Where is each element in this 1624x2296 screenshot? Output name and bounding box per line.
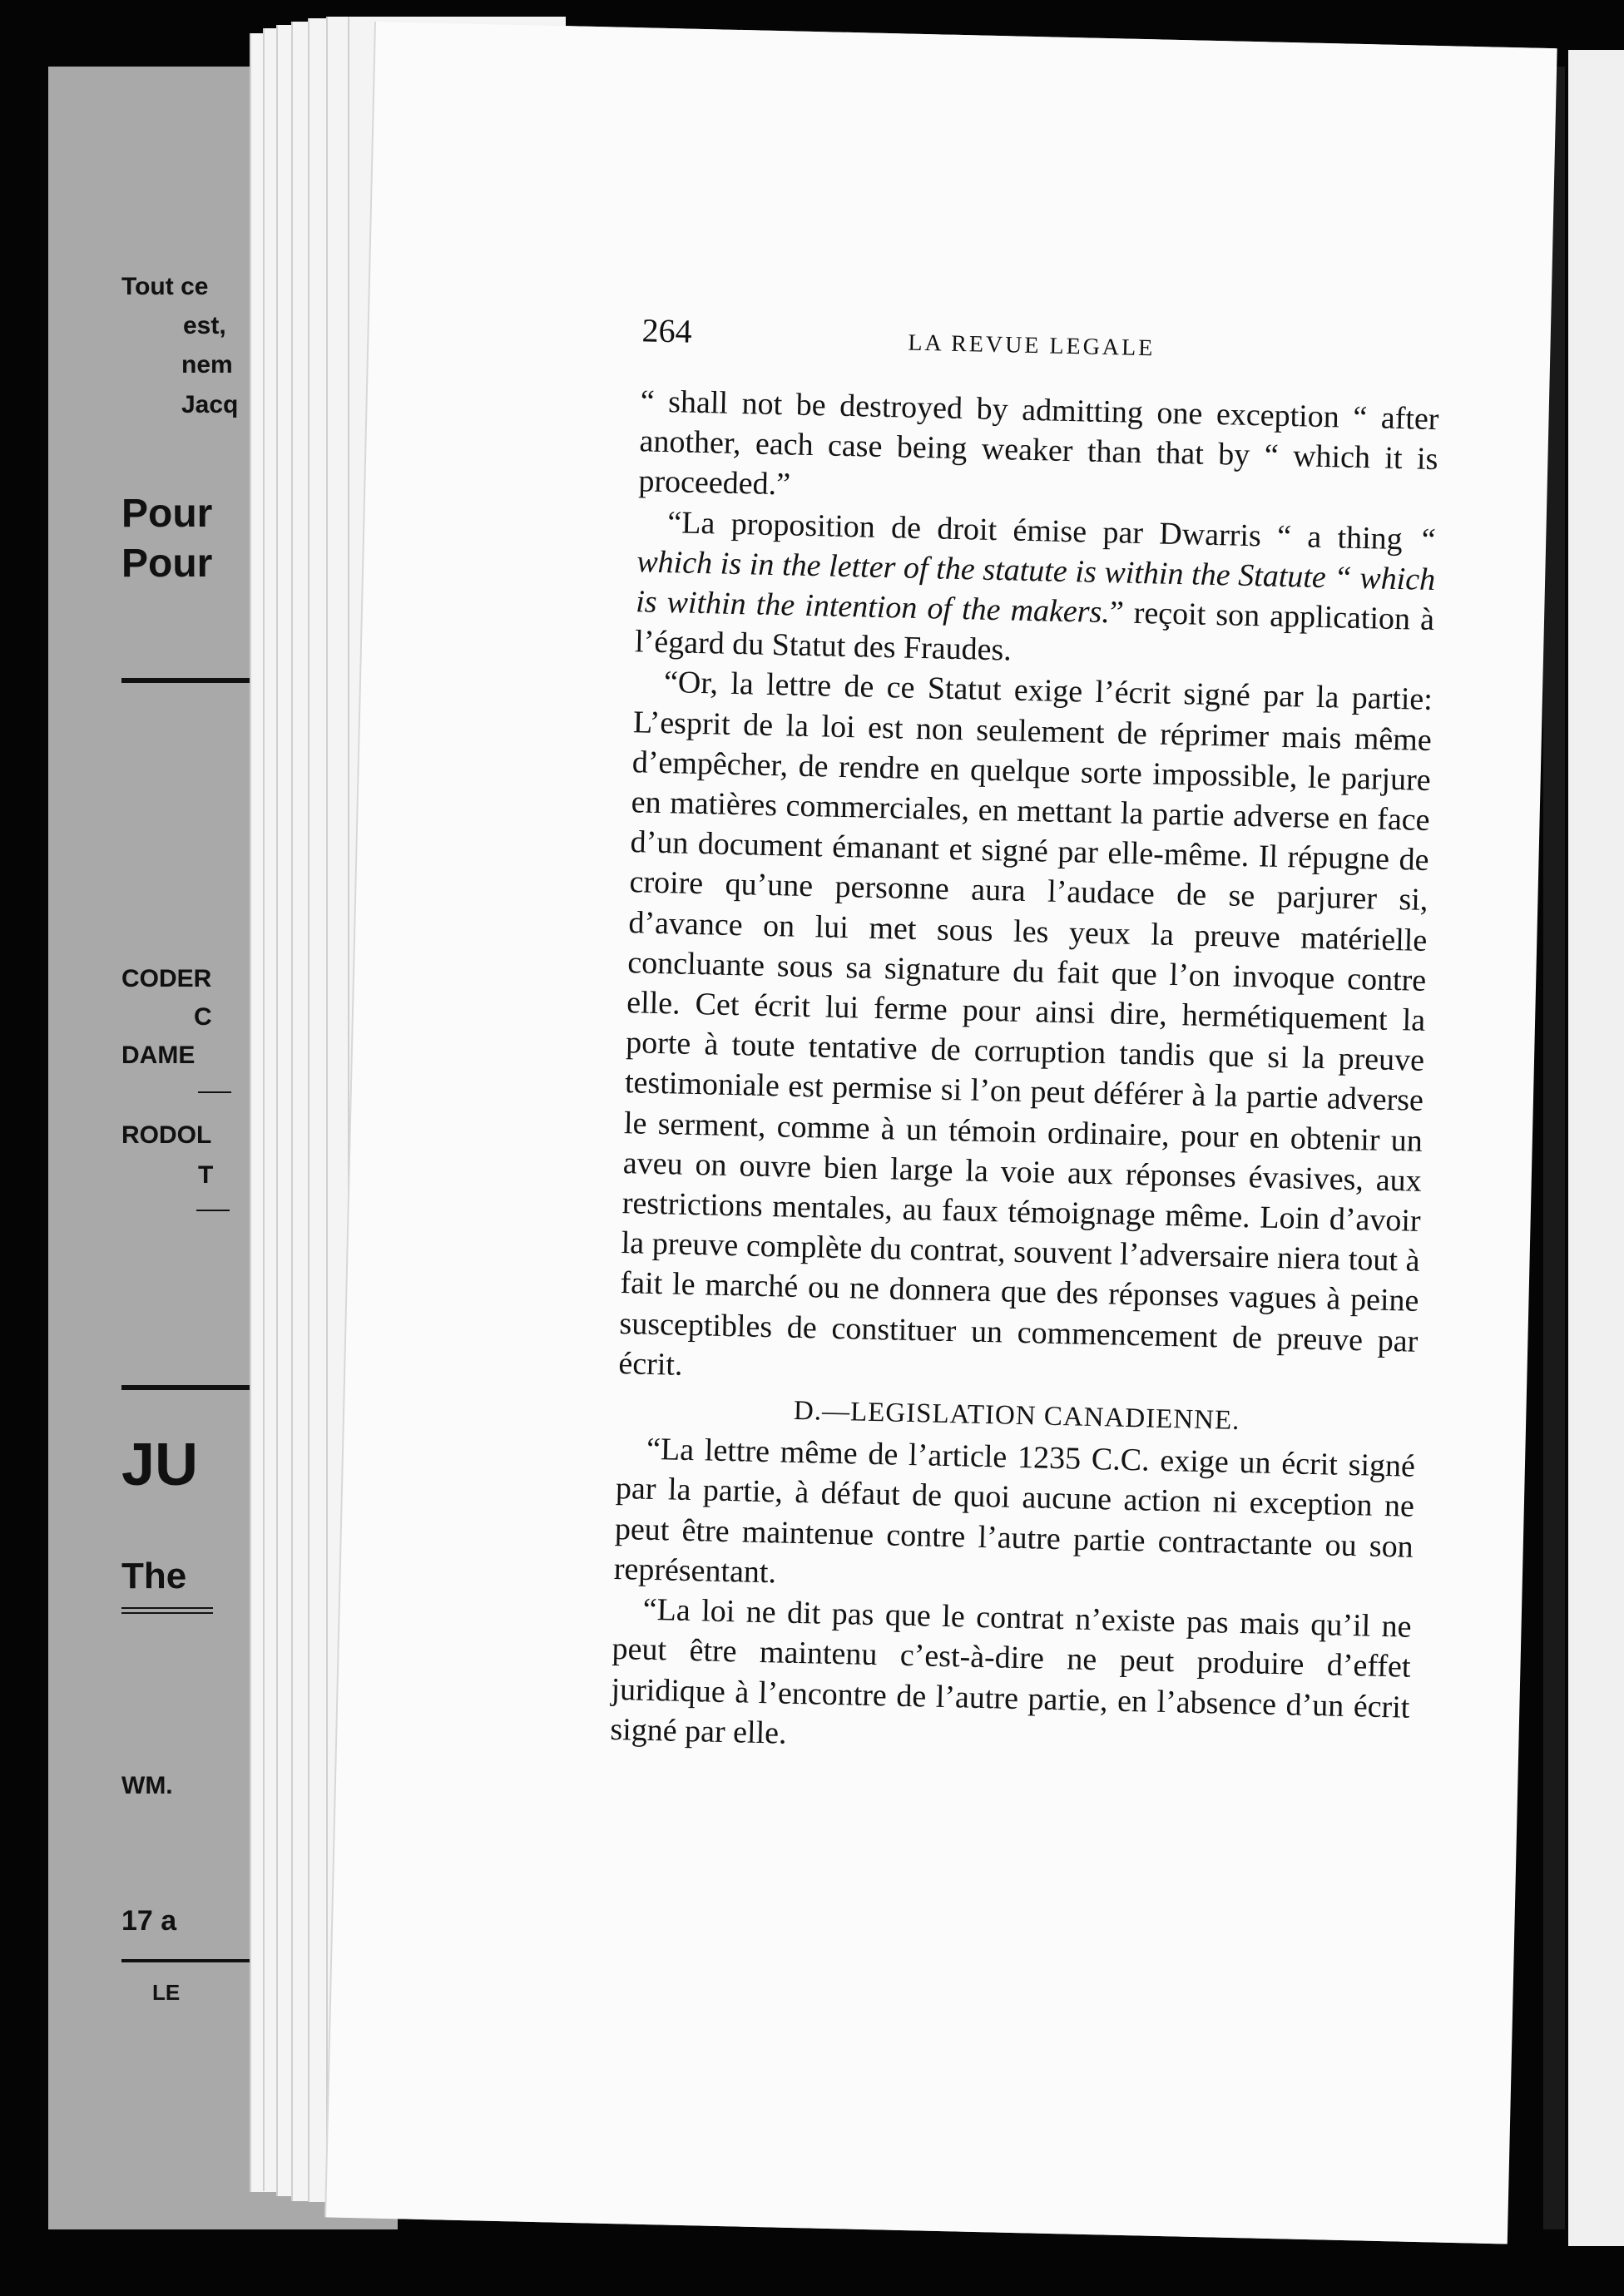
page-number: 264 [641,311,693,350]
back-line-1: Tout ce [121,273,209,300]
paragraph-2 [635,502,1437,680]
back-bottom-1: 17 a [121,1905,177,1937]
back-dash-1 [198,1091,231,1093]
next-page-sliver [1568,50,1624,2246]
book-page [326,22,1557,2244]
section-heading: D.—LEGISLATION CANADIENNE. [793,1395,1240,1437]
back-name-1: CODER [121,965,212,992]
back-name-2: C [194,1003,212,1031]
back-name-5: T [198,1161,214,1189]
back-big-title: JU [121,1432,199,1498]
page-text [610,381,1439,1767]
back-bottom-2: LE [152,1980,181,2005]
paragraph-2-intro: “La proposition de droit émise par Dwarris “ a thing [666,504,1404,557]
back-sub-title: The [121,1556,187,1596]
back-pour-2: Pour [121,542,213,586]
back-line-2: est, [183,312,226,339]
back-dash-2 [196,1210,230,1211]
paragraph-1: “ shall not be destroyed by admitting one exception “ after another, each case being weaker than that by “ which it is proceeded.” [638,383,1439,502]
quote-italic-2: “ which is within the intention of the makers. [635,560,1436,631]
running-head: LA REVUE LEGALE [908,329,1156,362]
paragraph-4: “La lettre même de l’article 1235 C.C. exige un écrit signé par la partie, à défaut de quoi aucune action ni exception ne peut être maintenue contre l’autre partie contractante ou son représentant. [613,1432,1416,1591]
paragraph-5: “La loi ne dit pas que le contrat n’existe pas mais qu’il ne peut être maintenu c’est-à-dire ne peut produire d’effet juridique à l’encontre de l’autre partie, en l’absence d’un écrit signé par elle. [610,1591,1413,1751]
back-wm: WM. [121,1772,173,1799]
back-sub-underline-2 [121,1612,213,1614]
back-line-4: Jacq [181,391,239,418]
back-name-4: RODOL [121,1121,212,1149]
back-pour-1: Pour [121,492,213,536]
back-sub-underline-1 [121,1607,213,1609]
paragraph-3: “Or, la lettre de ce Statut exige l’écrit signé par la partie: L’esprit de la loi est non seulement de réprimer mais même d’empêcher, de rendre en quelque sorte impossible, le parjure en matières commerciales, en mettant la partie adverse en face d’un document émanant et signé par elle-même. Il répugne de croire qu’une personne aura l’audace de se parjurer si, d’avance on lui met sous les yeux la preuve matérielle concluante sous sa signature du fait que l’on invoque contre elle. Cet écrit lui ferme pour ainsi dire, hermétiquement la porte à toute tentative de corruption tandis que si la preuve testimoniale est permise si l’on peut déférer à la partie adverse le serment, comme à un témoin ordinaire, pour en obtenir un aveu on ouvre bien large la voie aux réponses évasives, aux restrictions mentales, au faux témoignage même. Loin d’avoir la preuve complète du contrat, souvent l’adversaire niera tout à fait le marché ou ne donnera que des réponses vagues à peine susceptibles de constituer un commencement de preuve par écrit. [618,665,1433,1383]
quote-after: ” reçoit son application à l’égard du Statut des Fraudes. [634,595,1435,668]
back-line-3: nem [181,351,233,379]
quote-italic-1: “ which is in the letter of the statute is within the Statute [636,522,1437,595]
page-header [641,310,1474,379]
back-name-3: DAME [121,1042,196,1069]
